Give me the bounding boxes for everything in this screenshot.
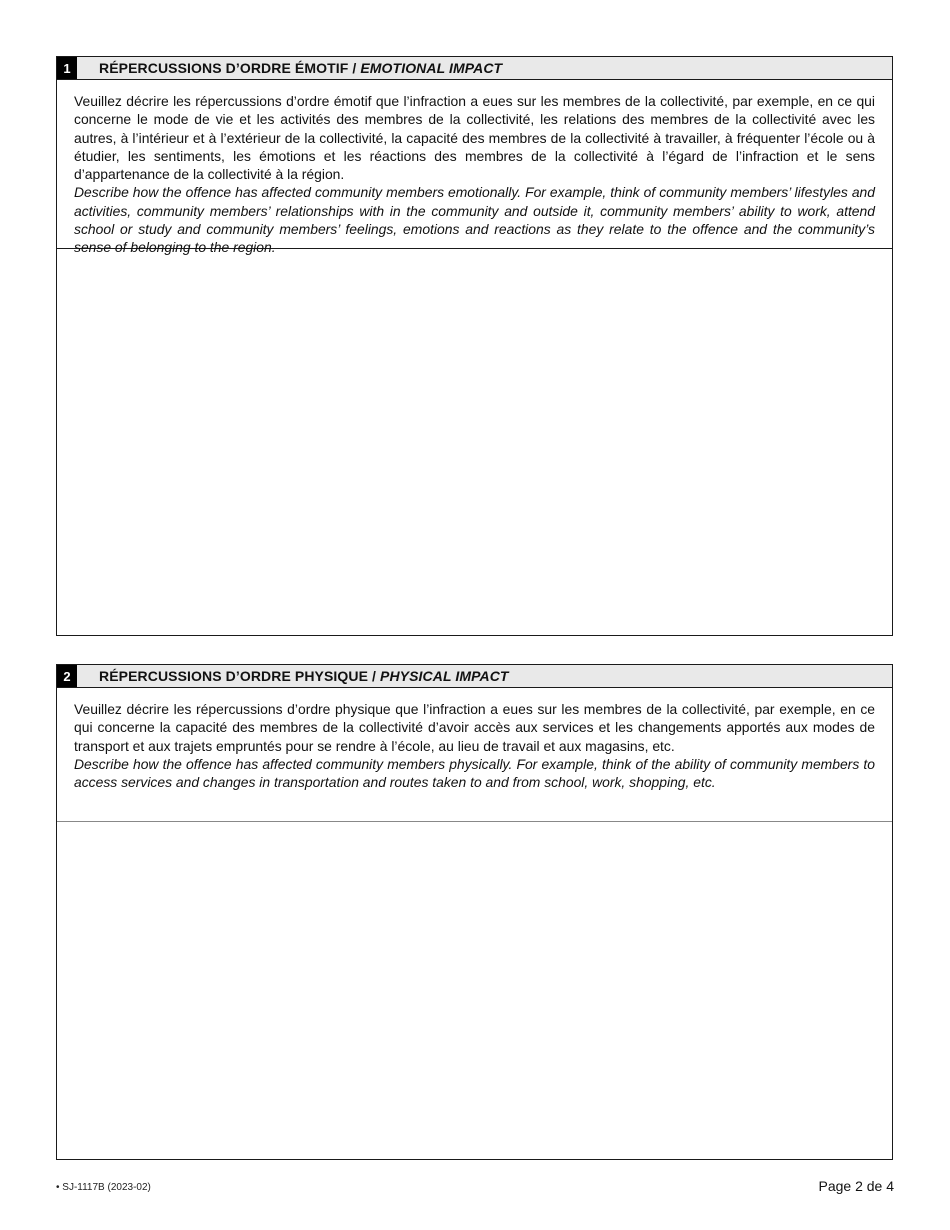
physical-impact-answer-field[interactable] xyxy=(57,822,892,1158)
instructions-fr: Veuillez décrire les répercussions d’ordre émotif que l’infraction a eues sur les membres de la collectivité, par exemple, en ce qui concerne le mode de vie et les activités des membres de la collectivité, les relations des membres de la collectivité avec les autres, à l’intérieur et à l’extérieur de la collectivité, la capacité des membres de la collectivité à travailler, à fréquenter l’école ou à étudier, les sentiments, les émotions et les réactions des membres de la collectivité à l’égard de l’infraction et le sens d’appartenance de la collectivité à la région. xyxy=(74,93,875,183)
section-physical-impact xyxy=(56,664,893,1160)
form-code: • SJ-1117B (2023-02) xyxy=(56,1182,151,1193)
section-title-en: EMOTIONAL IMPACT xyxy=(360,60,503,76)
emotional-impact-answer-field[interactable] xyxy=(57,249,892,614)
section-emotional-impact xyxy=(56,56,893,636)
instructions-en: Describe how the offence has affected community members emotionally. For example, think of community members’ lifestyles and activities, community members’ relationships with in the community and outside it, community members’ ability to work, attend school or study and community members’ feelings, emotions and reactions as they relate to the offence and the community’s sense of belonging to the region. xyxy=(74,184,875,256)
section-instructions xyxy=(57,80,892,256)
section-title-en: PHYSICAL IMPACT xyxy=(380,668,509,684)
section-title-fr: RÉPERCUSSIONS D’ORDRE ÉMOTIF / xyxy=(99,60,361,76)
instructions-fr: Veuillez décrire les répercussions d’ordre physique que l’infraction a eues sur les membres de la collectivité, par exemple, en ce qui concerne la capacité des membres de la collectivité d’avoir accès aux services et les changements apportés aux modes de transport et aux trajets empruntés pour se rendre à l’école, au lieu de travail et aux magasins, etc. xyxy=(74,701,875,754)
section-header xyxy=(57,57,892,80)
section-instructions xyxy=(57,688,892,822)
section-number: 1 xyxy=(57,57,77,79)
section-title-fr: RÉPERCUSSIONS D’ORDRE PHYSIQUE / xyxy=(99,668,381,684)
section-title xyxy=(99,60,502,76)
section-number: 2 xyxy=(57,665,77,687)
page-number: Page 2 de 4 xyxy=(818,1178,894,1194)
section-title xyxy=(99,668,509,684)
section-header xyxy=(57,665,892,688)
instructions-en: Describe how the offence has affected community members physically. For example, think of the ability of community members to access services and changes in transportation and routes taken to and from school, work, shopping, etc. xyxy=(74,755,875,791)
